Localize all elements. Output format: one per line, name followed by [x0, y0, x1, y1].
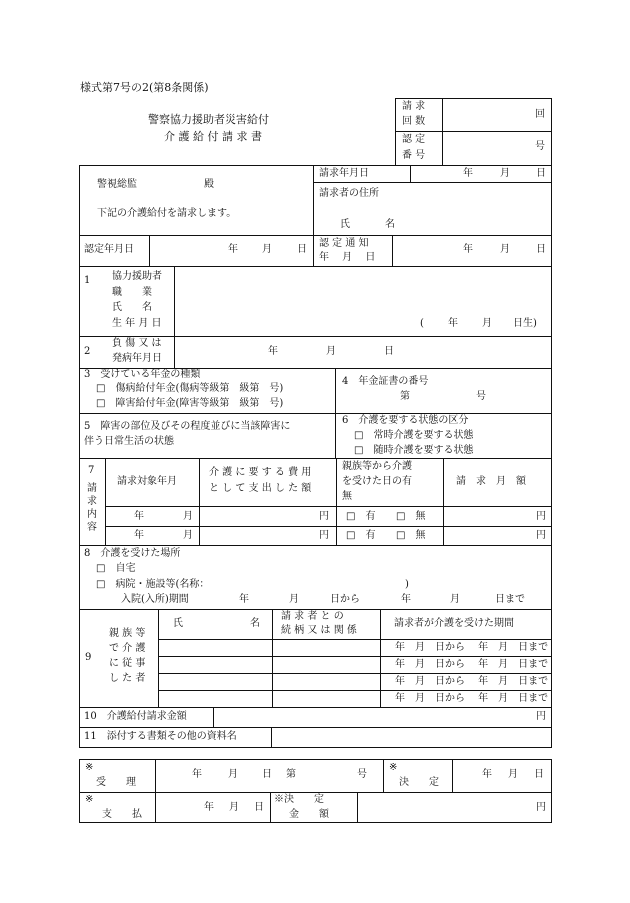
- pension-disability-checkbox[interactable]: □ 障害給付年金(障害等級第 級第 号): [96, 398, 284, 409]
- care-period-row-1: 年 月 日から 年 月 日まで: [395, 642, 549, 653]
- section1-label-occupation: 職 業: [112, 287, 152, 298]
- header-family-2: を受けた日の有: [342, 476, 412, 487]
- decided-amount-label-2: 金 額: [289, 809, 329, 820]
- admission-period-label: 入院(入所)期間: [121, 594, 189, 605]
- form-title: 介 護 給 付 請 求 書: [164, 130, 262, 143]
- birth-month: 月: [482, 318, 492, 329]
- section9-side-label-1: 親 族 等: [109, 628, 146, 639]
- receipt-month: 月: [228, 769, 238, 780]
- request-date-label: 請求年月日: [319, 168, 369, 179]
- row2-year: 年: [134, 530, 144, 541]
- section4-go: 号: [476, 391, 486, 402]
- certification-date-label: 認定年月日: [84, 244, 134, 255]
- section9-side-label-4: し た 者: [109, 673, 146, 684]
- request-text: 下記の介護給付を請求します。: [97, 208, 237, 219]
- header-relative-name-2: 名: [250, 618, 260, 629]
- birth-paren-open: (: [420, 318, 424, 329]
- decided-amount-unit: 円: [536, 802, 546, 813]
- section10-label: 10 介護給付請求金額: [84, 711, 187, 722]
- row2-yes-checkbox[interactable]: □ 有: [346, 530, 376, 541]
- request-day: 日: [536, 168, 546, 179]
- request-year: 年: [463, 168, 473, 179]
- care-period-row-3: 年 月 日から 年 月 日まで: [395, 676, 549, 687]
- notice-day: 日: [536, 244, 546, 255]
- header-amount: 請 求 月 額: [456, 476, 526, 487]
- payment-year: 年: [204, 802, 214, 813]
- header-relative-name-1: 氏: [173, 618, 183, 629]
- row1-amount-unit: 円: [536, 511, 546, 522]
- row1-year: 年: [134, 511, 144, 522]
- section2-number: 2: [84, 346, 91, 357]
- section8-title: 8 介護を受けた場所: [84, 548, 181, 559]
- receipt-dai: 第: [286, 769, 296, 780]
- injury-month: 月: [326, 346, 336, 357]
- applicant-name-label-1: 氏: [340, 219, 350, 230]
- seikyu-label-2: 回 数: [402, 116, 426, 127]
- decided-amount-label-1: ※決 定: [274, 794, 324, 805]
- home-checkbox[interactable]: □ 自宅: [96, 563, 136, 574]
- admission-year: 年: [239, 594, 249, 605]
- section1-label-name: 氏 名: [112, 302, 152, 313]
- receipt-label: 受 理: [96, 777, 136, 788]
- decision-month: 月: [508, 769, 518, 780]
- row1-month: 月: [183, 511, 193, 522]
- addressee-suffix: 殿: [204, 179, 214, 190]
- section5-line-2: 伴う日常生活の状態: [84, 436, 174, 447]
- section9-side-label-3: に 従 事: [109, 658, 146, 669]
- section2-label-2: 発病年月日: [112, 353, 162, 364]
- occasional-care-checkbox[interactable]: □ 随時介護を要する状態: [354, 445, 474, 456]
- birth-day: 日生): [513, 318, 537, 329]
- injury-year: 年: [268, 346, 278, 357]
- row1-yes-checkbox[interactable]: □ 有: [346, 511, 376, 522]
- header-relationship-2: 続 柄 又 は 関 係: [281, 625, 357, 636]
- applicant-name-label-2: 名: [385, 219, 395, 230]
- section1-label-birthdate: 生 年 月 日: [112, 318, 162, 329]
- admission-month: 月: [289, 594, 299, 605]
- care-period-row-2: 年 月 日から 年 月 日まで: [395, 659, 549, 670]
- section6-title: 6 介護を要する状態の区分: [342, 415, 469, 426]
- nintei-unit: 号: [535, 141, 545, 152]
- discharge-month: 月: [450, 594, 460, 605]
- certification-notice-label-1: 認 定 通 知: [319, 238, 369, 249]
- addressee-name: 警視総監: [97, 179, 137, 190]
- hospital-checkbox[interactable]: □ 病院・施設等(名称：: [96, 579, 210, 590]
- section1-number: 1: [84, 275, 91, 286]
- payment-month: 月: [229, 802, 239, 813]
- header-family-3: 無: [342, 491, 352, 502]
- decision-day: 日: [534, 769, 544, 780]
- row1-yen: 円: [319, 511, 329, 522]
- row2-yen: 円: [319, 530, 329, 541]
- certification-day: 日: [297, 244, 307, 255]
- section4-dai: 第: [400, 391, 410, 402]
- header-cost-2: と し て 支 出 し た 額: [209, 483, 312, 494]
- section7-number: 7: [88, 465, 95, 476]
- receipt-year: 年: [192, 769, 202, 780]
- row2-amount-unit: 円: [536, 530, 546, 541]
- applicant-address-label: 請求者の住所: [319, 188, 379, 199]
- payment-day: 日: [254, 802, 264, 813]
- care-period-row-4: 年 月 日から 年 月 日まで: [395, 693, 549, 704]
- payment-label: 支 払: [102, 809, 142, 820]
- decision-label: 決 定: [399, 777, 439, 788]
- pension-injury-checkbox[interactable]: □ 傷病給付年金(傷病等級第 級第 号): [96, 383, 284, 394]
- form-code: 様式第7号の2(第8条関係): [80, 81, 209, 94]
- request-month: 月: [500, 168, 510, 179]
- constant-care-checkbox[interactable]: □ 常時介護を要する状態: [354, 430, 474, 441]
- header-family-1: 親族等から介護: [342, 461, 412, 472]
- admission-from: 日から: [330, 594, 360, 605]
- header-cost-1: 介 護 に 要 す る 費 用: [209, 467, 312, 478]
- hospital-paren-close: ): [405, 579, 409, 590]
- section1-label-cooperator: 協力援助者: [112, 271, 162, 282]
- header-care-period: 請求者が介護を受けた期間: [394, 618, 514, 629]
- row1-no-checkbox[interactable]: □ 無: [396, 511, 426, 522]
- nintei-label-1: 認 定: [402, 134, 426, 145]
- title-line-1: 警察協力援助者災害給付: [148, 113, 269, 126]
- birth-year: 年: [448, 318, 458, 329]
- receipt-go: 号: [357, 769, 367, 780]
- section7-side-label: 請求内容: [87, 483, 97, 533]
- decision-mark: ※: [389, 762, 398, 773]
- section10-unit: 円: [536, 711, 546, 722]
- section9-side-label-2: で 介 護: [109, 643, 146, 654]
- discharge-until: 日まで: [495, 594, 525, 605]
- section9-number: 9: [85, 652, 92, 663]
- receipt-mark: ※: [85, 762, 94, 773]
- row2-no-checkbox[interactable]: □ 無: [396, 530, 426, 541]
- header-period: 請求対象年月: [117, 476, 177, 487]
- discharge-year: 年: [401, 594, 411, 605]
- notice-month: 月: [500, 244, 510, 255]
- section11-label: 11 添付する書類その他の資料名: [84, 731, 237, 742]
- seikyu-unit: 回: [535, 109, 545, 120]
- row2-month: 月: [183, 530, 193, 541]
- receipt-day: 日: [262, 769, 272, 780]
- payment-mark: ※: [85, 794, 94, 805]
- header-relationship-1: 請 求 者 と の: [281, 611, 344, 622]
- injury-day: 日: [384, 346, 394, 357]
- certification-notice-label-2: 年 月 日: [319, 252, 376, 263]
- section5-line-1: 5 障害の部位及びその程度並びに当該障害に: [84, 421, 291, 432]
- certification-month: 月: [262, 244, 272, 255]
- seikyu-label-1: 請 求: [402, 101, 426, 112]
- nintei-label-2: 番 号: [402, 150, 426, 161]
- section3-title: 3 受けている年金の種類: [84, 369, 201, 380]
- section4-title: 4 年金証書の番号: [342, 376, 429, 387]
- section2-label-1: 負 傷 又 は: [112, 338, 162, 349]
- certification-year: 年: [228, 244, 238, 255]
- decision-year: 年: [482, 769, 492, 780]
- notice-year: 年: [463, 244, 473, 255]
